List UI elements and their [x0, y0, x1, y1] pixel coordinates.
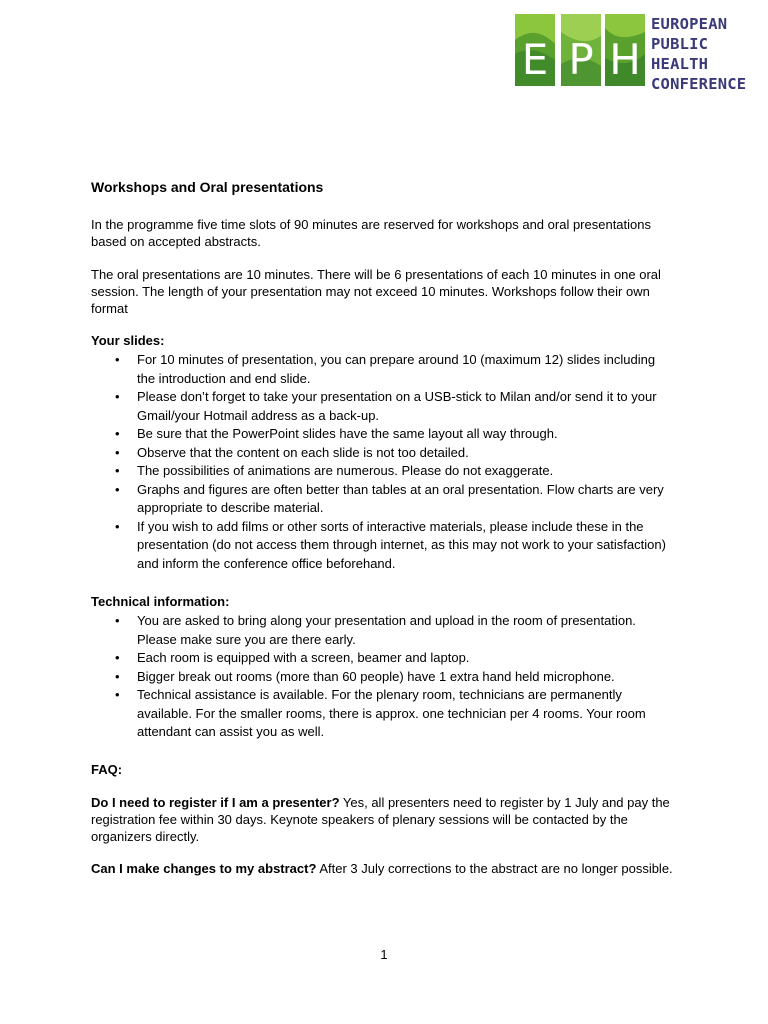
text-line: • You are asked to bring along your presentation and upload in the room of presentation.: [137, 613, 636, 628]
text-line: • Be sure that the PowerPoint slides have the same layout all way through.: [137, 426, 558, 441]
text-line: the introduction and end slide.: [137, 370, 311, 386]
slides-heading: Your slides:: [91, 333, 165, 348]
text-line: attendant can assist you as well.: [137, 724, 325, 739]
text-line: • Bigger break out rooms (more than 60 people) have 1 extra hand held microphone.: [137, 668, 615, 684]
text-line: format: [91, 301, 128, 316]
logo-word: EUROPEAN: [651, 15, 728, 33]
logo-letter-p: P: [568, 35, 594, 84]
text-line: Please make sure you are there early.: [137, 631, 356, 647]
logo-word: HEALTH: [651, 55, 709, 73]
text-line: The oral presentations are 10 minutes. There will be 6 presentations of each 10 minutes in one oral: [91, 267, 661, 282]
text-line: • Please don’t forget to take your presentation on a USB-stick to Milan and/or send it to your: [137, 389, 657, 404]
list-item: [91, 444, 691, 463]
tech-list: [91, 612, 691, 742]
text-line: registration fee within 30 days. Keynote speakers of plenary sessions will be contacted by the: [91, 812, 628, 827]
text-line: [91, 860, 691, 877]
text-line: available. For the smaller rooms, there is approx. one technician per 4 rooms. Your room: [137, 705, 646, 721]
text-line: organizers directly.: [91, 829, 200, 844]
list-item: [91, 518, 691, 574]
faq-heading: FAQ:: [91, 762, 123, 777]
faq-question: Can I make changes to my abstract?: [91, 861, 317, 876]
faq-answer: Yes, all presenters need to register by 1 July and pay the: [339, 795, 670, 810]
logo-letter-h: H: [609, 35, 641, 84]
page-number: 1: [380, 947, 388, 962]
text-line: based on accepted abstracts.: [91, 234, 261, 249]
text-line: • If you wish to add films or other sorts of interactive materials, please include these in the: [137, 518, 644, 534]
slides-list: [91, 351, 691, 573]
list-item: [91, 686, 691, 742]
text-line: • The possibilities of animations are numerous. Please do not exaggerate.: [137, 463, 554, 478]
text-line: presentation (do not access them through internet, as this may not work to your satisfaction): [137, 537, 666, 552]
tech-heading: Technical information:: [91, 594, 230, 609]
logo-word: PUBLIC: [651, 35, 709, 53]
text-line: session. The length of your presentation may not exceed 10 minutes. Workshops follow their own: [91, 284, 650, 299]
faq-item-abstract: [91, 860, 691, 877]
list-item: [91, 388, 691, 425]
list-item: [91, 425, 691, 444]
logo-word: CONFERENCE: [651, 75, 747, 93]
list-item: [91, 351, 691, 388]
text-line: • Graphs and figures are often better than tables at an oral presentation. Flow charts are very: [137, 481, 664, 497]
list-item: [91, 481, 691, 518]
text-line: • For 10 minutes of presentation, you can prepare around 10 (maximum 12) slides including: [137, 352, 656, 367]
logo-letter-e: E: [521, 35, 549, 84]
text-line: • Technical assistance is available. For the plenary room, technicians are permanently: [137, 687, 622, 702]
list-item: [91, 668, 691, 687]
page-title: Workshops and Oral presentations: [91, 179, 324, 195]
intro-paragraph: [91, 216, 691, 250]
list-item: [91, 649, 691, 668]
text-line: • Observe that the content on each slide is not too detailed.: [137, 444, 469, 460]
list-item: [91, 612, 691, 649]
text-line: appropriate to describe material.: [137, 500, 324, 515]
oral-paragraph: [91, 266, 691, 317]
logo-tile-p: [561, 14, 601, 86]
text-line: • Each room is equipped with a screen, beamer and laptop.: [137, 650, 470, 665]
text-line: In the programme five time slots of 90 minutes are reserved for workshops and oral presentations: [91, 217, 651, 232]
faq-item-register: [91, 794, 691, 845]
logo-tile-h: [605, 14, 645, 86]
text-line: and inform the conference office beforehand.: [137, 555, 396, 571]
text-line: [91, 794, 691, 811]
logo-tile-e: [515, 14, 555, 86]
faq-question: Do I need to register if I am a presenter?: [91, 795, 340, 810]
faq-answer: After 3 July corrections to the abstract are no longer possible.: [316, 861, 673, 876]
text-line: Gmail/your Hotmail address as a back-up.: [137, 407, 380, 423]
list-item: [91, 462, 691, 481]
eph-logo: [515, 14, 750, 93]
logo-wordmark: [651, 14, 746, 94]
